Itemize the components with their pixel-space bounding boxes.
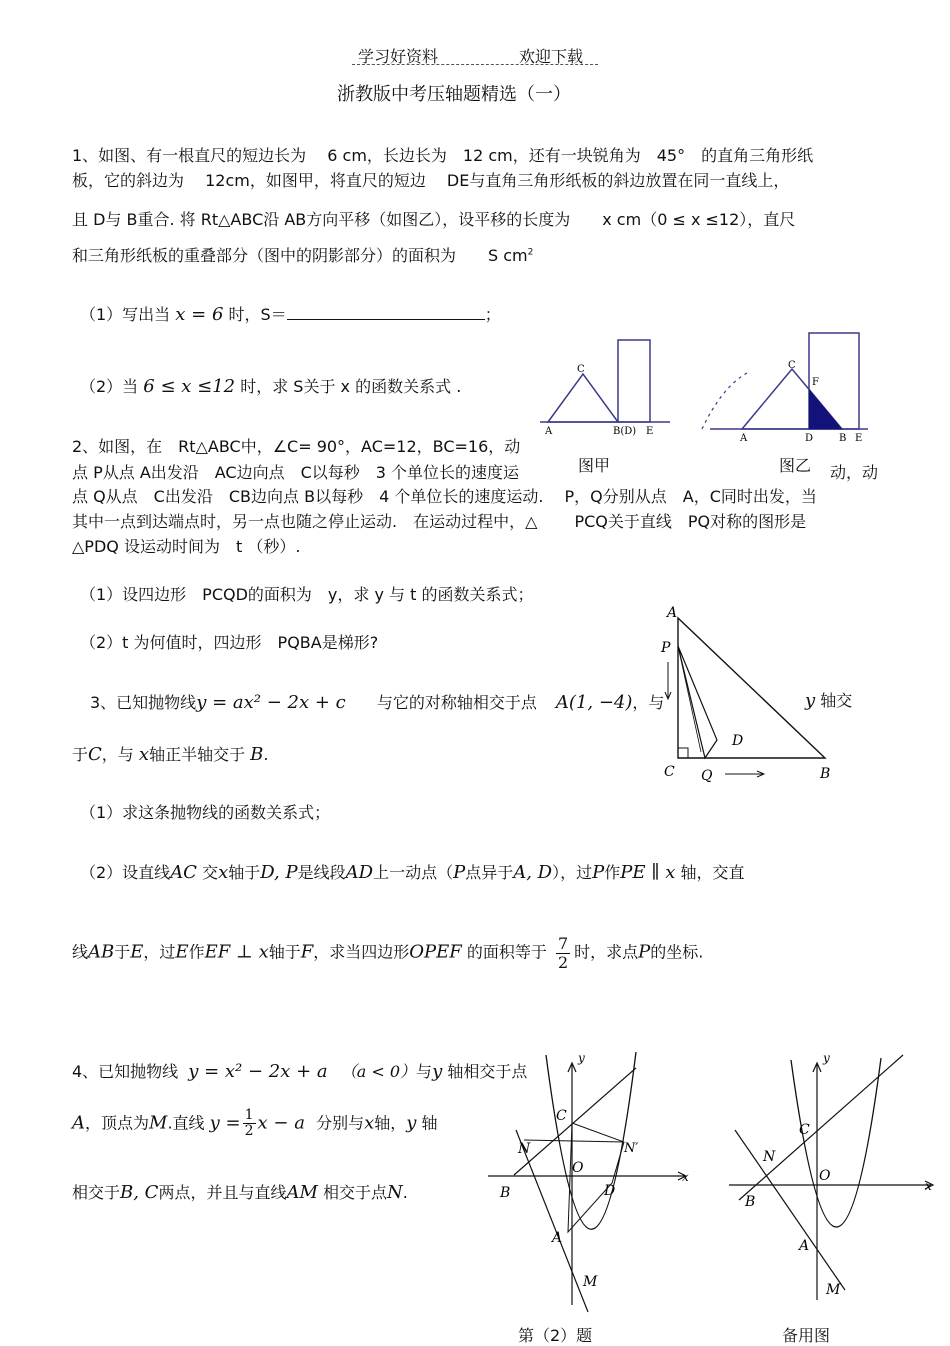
fig-q4-label-c: C	[556, 1108, 567, 1124]
fig-yi-label-c: C	[788, 360, 796, 371]
fig-spare-caption: 备用图	[782, 1326, 831, 1345]
fig-spare-label-m: M	[826, 1282, 841, 1298]
fig-q4-label-n: N	[518, 1141, 531, 1157]
header-divider	[352, 64, 598, 65]
q1-line3: 且 D与 B重合. 将 Rt△ABC沿 AB方向平移（如图乙），设平移的长度为 x cm（0 ≤ x ≤12），直尺	[72, 210, 796, 229]
q2-line1: 2、如图，在 Rt△ABC中，∠C= 90°，AC=12，BC=16，动	[72, 437, 521, 456]
figure-q4-main	[484, 1050, 704, 1320]
q4-line2: A，顶点为M.直线 y = $\frac{1}{2}$ x − a 分别与x轴，y 轴	[72, 1107, 438, 1140]
q2-line5: △PDQ 设运动时间为 t （秒）.	[72, 537, 301, 556]
fig-yi-label-f: F	[812, 377, 819, 388]
q1-line1: 1、如图、有一根直尺的短边长为 6 cm，长边长为 12 cm，还有一块锐角为 45° 的直角三角形纸	[72, 146, 814, 165]
fig-spare-label-n: N	[763, 1149, 776, 1165]
fig-jia-label-c: C	[577, 364, 585, 375]
fig-q4-label-m: M	[583, 1274, 598, 1290]
fig-spare-label-b: B	[745, 1194, 756, 1210]
fig-yi-label-b: B	[839, 433, 847, 444]
fig-yi-caption: 图乙	[779, 456, 812, 475]
q1-line2: 板，它的斜边为 12cm，如图甲，将直尺的短边 DE与直角三角形纸板的斜边放置在同一直线上，	[72, 171, 790, 190]
fig-q4-label-y: y	[578, 1051, 585, 1065]
q3-line1-end: y 轴交	[805, 690, 853, 711]
fig-yi-label-a: A	[740, 433, 748, 444]
q1-answer-blank	[287, 305, 485, 320]
figure-q4-spare	[725, 1050, 940, 1305]
q2-line3: 点 Q从点 C出发沿 CB边向点 B以每秒 4 个单位长的速度运动. P，Q分别从点 A，C同时出发，当	[72, 487, 817, 506]
fig-q4-caption: 第（2）题	[518, 1326, 593, 1345]
q3-part2-cont: 线AB于E，过E作EF ⊥ x轴于F，求当四边形OPEF 的面积等于 $\frac{7}{2}$ 时，求点P的坐标.	[72, 934, 704, 972]
fig-q2-label-p: P	[661, 640, 671, 656]
q2-part2: （2）t 为何值时，四边形 PQBA是梯形?	[80, 633, 379, 652]
fig-yi-label-e: E	[855, 433, 863, 444]
fig-jia-label-a: A	[545, 426, 553, 437]
q3-line2: 于C，与 x轴正半轴交于 B.	[72, 744, 269, 765]
fig-spare-label-c: C	[799, 1122, 810, 1138]
fig-q2-label-c: C	[664, 764, 675, 780]
q4-line3: 相交于B, C两点，并且与直线AM 相交于点N.	[72, 1182, 408, 1203]
q2-line4: 其中一点到达端点时，另一点也随之停止运动. 在运动过程中，△ PCQ关于直线 PQ对称的图形是	[72, 512, 807, 531]
q4-line1: 4、已知抛物线 y = x² − 2x + a （a < 0）与y 轴相交于点	[72, 1061, 528, 1082]
fig-q4-label-a: A	[552, 1230, 563, 1246]
header-right: 欢迎下载	[519, 47, 584, 66]
header-left: 学习好资料	[358, 47, 439, 66]
fig-spare-label-y: y	[823, 1051, 830, 1065]
fig-spare-label-o: O	[819, 1168, 831, 1184]
fig-spare-label-x: x	[925, 1179, 932, 1193]
fig-q4-label-n2: N′	[624, 1141, 639, 1156]
fig-jia-label-bd: B(D)	[613, 426, 637, 437]
fig-jia-caption: 图甲	[578, 456, 611, 475]
fig-spare-label-a: A	[799, 1238, 810, 1254]
q2-line2-end: 动，动	[830, 463, 879, 482]
q3-part1: （1）求这条抛物线的函数关系式；	[80, 803, 331, 822]
fig-q4-label-o: O	[572, 1160, 584, 1176]
fig-q4-label-x: x	[682, 1170, 689, 1184]
fig-q2-label-q: Q	[701, 768, 713, 784]
q1-part2: （2）当 6 ≤ x ≤12 时，求 S关于 x 的函数关系式 .	[80, 376, 462, 397]
q3-line1: 3、已知抛物线y = ax² − 2x + c 与它的对称轴相交于点 A(1, −4)，与	[90, 692, 665, 713]
q2-part1: （1）设四边形 PCQD的面积为 y，求 y 与 t 的函数关系式；	[80, 585, 534, 604]
fig-q4-label-b: B	[500, 1185, 511, 1201]
q2-line2: 点 P从点 A出发沿 AC边向点 C以每秒 3 个单位长的速度运	[72, 463, 520, 482]
fig-q2-label-b: B	[820, 766, 831, 782]
q1-line4: 和三角形纸板的重叠部分（图中的阴影部分）的面积为 S $cm^2$	[72, 246, 534, 265]
fig-q2-label-d: D	[732, 733, 744, 749]
fig-q4-label-d: D	[604, 1183, 616, 1199]
figure-yi	[692, 325, 872, 447]
q1-part1: （1）写出当 x = 6 时，S＝ ；	[80, 304, 501, 325]
q3-part2: （2）设直线AC 交x轴于D, P是线段AD上一动点（P点异于A, D），过P作PE ∥ x 轴，交直	[80, 862, 745, 883]
q1-range: （0 ≤ x ≤12），直尺	[641, 210, 796, 229]
page-title: 浙教版中考压轴题精选（一）	[337, 84, 571, 105]
fig-jia-label-e: E	[646, 426, 654, 437]
fig-q2-label-a: A	[667, 605, 678, 621]
fig-yi-label-d: D	[805, 433, 814, 444]
figure-jia	[535, 330, 675, 445]
